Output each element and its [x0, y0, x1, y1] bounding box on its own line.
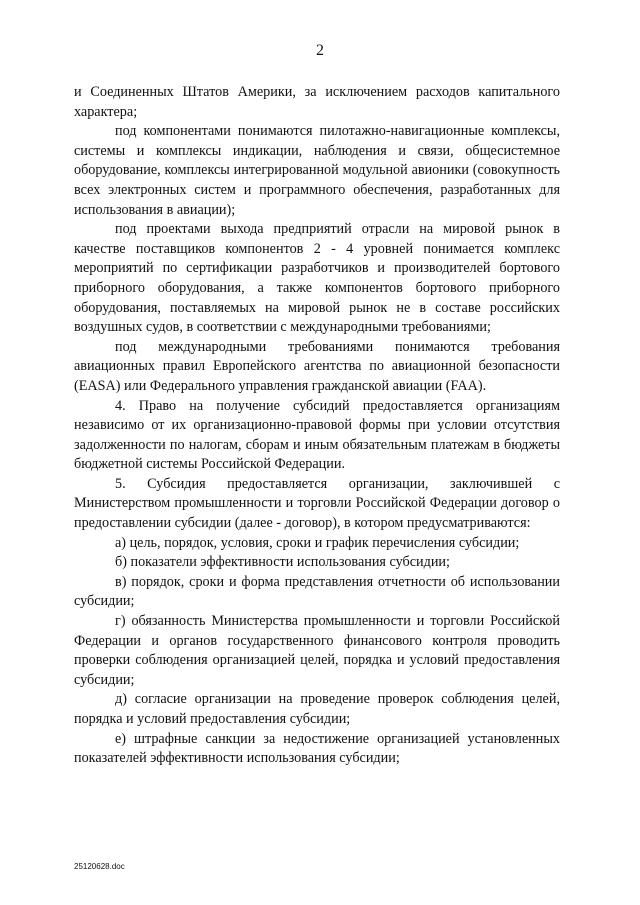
- page-number: 2: [316, 42, 324, 59]
- document-body: [74, 83, 560, 769]
- paragraph-item-5: 5. Субсидия предоставляется организации, заключившей с Министерством промышленности и торговли Российской Федерации договор о предоставлении субсидии (далее - договор), в котором предусматриваются:: [74, 475, 560, 532]
- list-item-g: г) обязанность Министерства промышленности и торговли Российской Федерации и органов государственного финансового контроля проводить проверки соблюдения организацией целей, порядка и условий предоставления субсидии;: [74, 613, 560, 688]
- list-item-b: б) показатели эффективности использования субсидии;: [115, 554, 450, 571]
- paragraph-continuation: и Соединенных Штатов Америки, за исключением расходов капитального характера;: [74, 84, 560, 120]
- footer-filename: 25120628.doc: [74, 862, 125, 871]
- paragraph-international-requirements: под международными требованиями понимаются требования авиационных правил Европейского агентства по авиационной безопасности (EASA) или Федерального управления гражданской авиации (FAA).: [74, 338, 560, 394]
- paragraph-item-4: 4. Право на получение субсидий предоставляется организациям независимо от их организационно-правовой формы при условии отсутствия задолженности по налогам, сборам и иным обязательным платежам в бюджеты бюджетной системы Российской Федерации.: [74, 397, 560, 473]
- paragraph-projects-definition: под проектами выхода предприятий отрасли на мировой рынок в качестве поставщиков компонентов 2 - 4 уровней понимается комплекс мероприятий по сертификации разработчиков и производителей бортового приборного оборудования, а также компонентов бортового приборного оборудования, поставляемых на мировой рынок не в составе российских воздушных судов, в соответствии с международными требованиями;: [74, 221, 560, 336]
- list-item-a: а) цель, порядок, условия, сроки и график перечисления субсидии;: [115, 534, 520, 551]
- list-item-d: д) согласие организации на проведение проверок соблюдения целей, порядка и условий предоставления субсидии;: [74, 691, 560, 727]
- list-item-e: е) штрафные санкции за недостижение организацией установленных показателей эффективности использования субсидии;: [74, 730, 560, 767]
- paragraph-components-definition: под компонентами понимаются пилотажно-навигационные комплексы, системы и комплексы индикации, наблюдения и связи, общесистемное оборудование, комплексы интегрированной модульной авионики (совокупность всех электронных систем и программного обеспечения, разработанных для использования в авиации);: [74, 123, 560, 218]
- list-item-v: в) порядок, сроки и форма представления отчетности об использовании субсидии;: [74, 573, 560, 610]
